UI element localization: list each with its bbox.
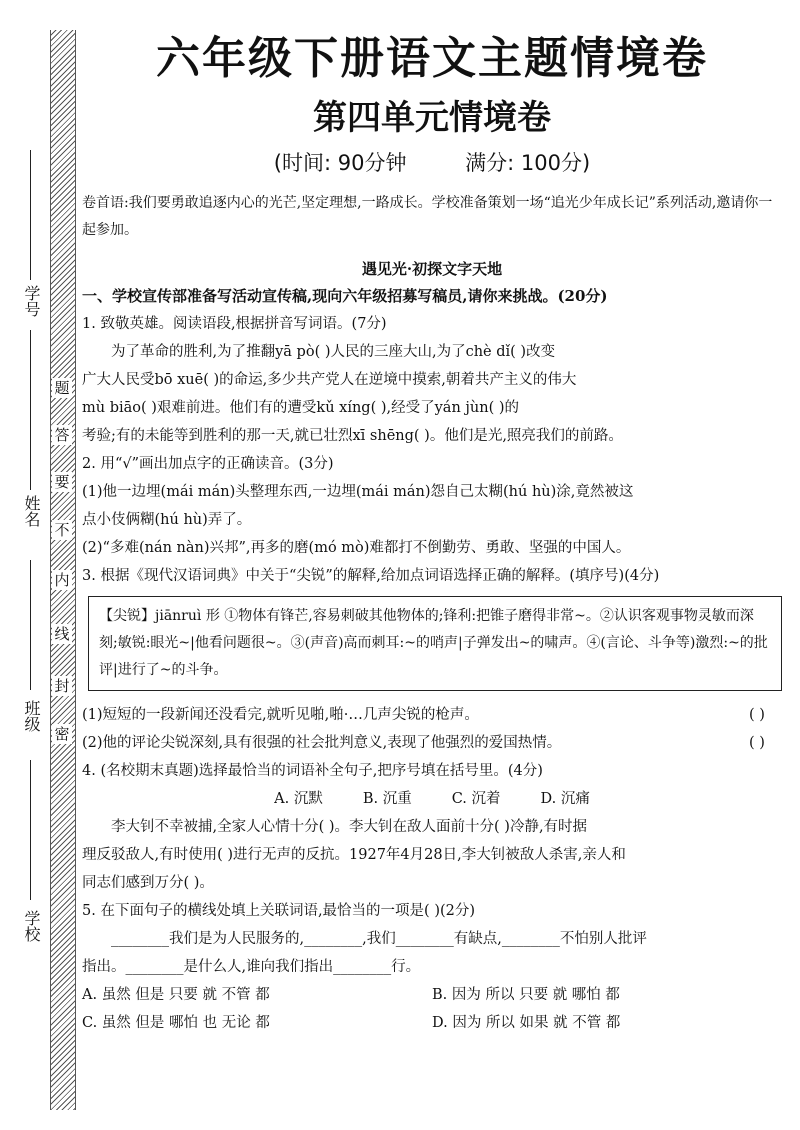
name-label: 姓名 [22,495,41,527]
q1-line: 考验;有的未能等到胜利的那一天,就已壮烈xī shēng( )。他们是光,照亮我们的前路。 [82,428,623,444]
seal-char: 封 [52,676,72,696]
q5-line: 指出。________是什么人,谁向我们指出________行。 [82,959,421,975]
exam-time: (时间: 90分钟 [273,151,407,175]
exam-meta [82,148,782,178]
seal-char: 要 [52,472,72,492]
q4-line: 李大钊不幸被捕,全家人心情十分( )。李大钊在敌人面前十分( )冷静,有时据 [111,819,588,835]
q4-option: C. 沉着 [451,791,501,807]
q3-item-text: (2)他的评论尖锐深刻,具有很强的社会批判意义,表现了他强烈的爱国热情。 [82,735,562,751]
q4-option: A. 沉默 [274,791,323,807]
seal-char: 内 [52,570,72,590]
part1-heading: 一、学校宣传部准备写活动宣传稿,现向六年级招募写稿员,请你来挑战。(20分) [82,287,608,305]
q2-line: (2)“多难(nán nàn)兴邦”,再多的磨(mó mò)难都打不倒勤劳、勇敢、坚强的中国人。 [82,540,631,556]
q5-options [82,981,782,1037]
dictionary-entry-box: 【尖锐】jiānruì 形 ①物体有锋芒,容易刺破其他物体的;锋利:把锥子磨得非常~。②认识客观事物灵敏而深刻;敏锐:眼光~|他看问题很~。③(声音)高而刺耳:~的哨声|子弹发出~的啸声。④(言论、斗争等)激烈:~的批评|进行了~的斗争。 [88,596,782,691]
q5-option: D. 因为 所以 如果 就 不管 都 [432,1015,621,1031]
q4-heading: 4. (名校期末真题)选择最恰当的词语补全句子,把序号填在括号里。(4分) [82,763,543,779]
class-label: 班级 [22,700,41,732]
q5-option: A. 虽然 但是 只要 就 不管 都 [82,987,270,1003]
q4-option: B. 沉重 [362,791,412,807]
seal-char: 题 [52,378,72,398]
q4-options [82,785,782,813]
answer-paren[interactable]: ( ) [749,735,765,751]
q4-line: 理反驳敌人,有时使用( )进行无声的反抗。1927年4月28日,李大钊被敌人杀害,亲人和 [82,847,626,863]
preface: 卷首语:我们要勇敢追逐内心的光芒,坚定理想,一路成长。学校准备策划一场“追光少年成长记”系列活动,邀请你一起参加。 [82,195,773,238]
name-line [30,330,31,490]
q3-item-text: (1)短短的一段新闻还没看完,就听见啪,啪·…几声尖锐的枪声。 [82,707,479,723]
student-id-line [30,150,31,280]
q3-heading: 3. 根据《现代汉语词典》中关于“尖锐”的解释,给加点词语选择正确的解释。(填序号)(4分) [82,568,660,584]
exam-title: 六年级下册语文主题情境卷 [156,33,708,84]
student-id-label: 学号 [22,285,41,317]
q2-line: (1)他一边埋(mái mán)头整理东西,一边埋(mái mán)怨自己太糊(hú hù)涂,竟然被这 [82,484,634,500]
exam-paper [82,30,782,1037]
seal-char: 线 [52,624,72,644]
class-line [30,560,31,690]
seal-char: 答 [52,425,72,445]
q2-heading: 2. 用“√”画出加点字的正确读音。(3分) [82,456,334,472]
answer-paren[interactable]: ( ) [749,707,765,723]
q3-item [82,701,782,729]
q5-option: B. 因为 所以 只要 就 哪怕 都 [432,987,620,1003]
school-line [30,760,31,900]
q1-heading: 1. 致敬英雄。阅读语段,根据拼音写词语。(7分) [82,316,387,332]
q5-option: C. 虽然 但是 哪怕 也 无论 都 [82,1015,270,1031]
q3-item [82,729,782,757]
q4-option: D. 沉痛 [540,791,590,807]
q4-line: 同志们感到万分( )。 [82,875,214,891]
q1-line: mù biāo( )艰难前进。他们有的遭受kǔ xíng( ),经受了yán jùn( )的 [82,400,519,416]
q5-line: ________我们是为人民服务的,________,我们________有缺点,________不怕别人批评 [111,931,647,947]
exam-score: 满分: 100分) [465,151,591,175]
section-title: 遇见光·初探文字天地 [361,260,503,278]
q1-line: 广大人民受bō xuē( )的命运,多少共产党人在逆境中摸索,朝着共产主义的伟大 [82,372,577,388]
seal-char: 不 [52,520,72,540]
q1-line: 为了革命的胜利,为了推翻yā pò( )人民的三座大山,为了chè dǐ( )改变 [111,344,556,360]
exam-subtitle: 第四单元情境卷 [313,98,551,138]
q2-line: 点小伎俩糊(hú hù)弄了。 [82,512,252,528]
school-label: 学校 [22,910,41,942]
q5-heading: 5. 在下面句子的横线处填上关联词语,最恰当的一项是( )(2分) [82,903,476,919]
seal-char: 密 [52,724,72,744]
